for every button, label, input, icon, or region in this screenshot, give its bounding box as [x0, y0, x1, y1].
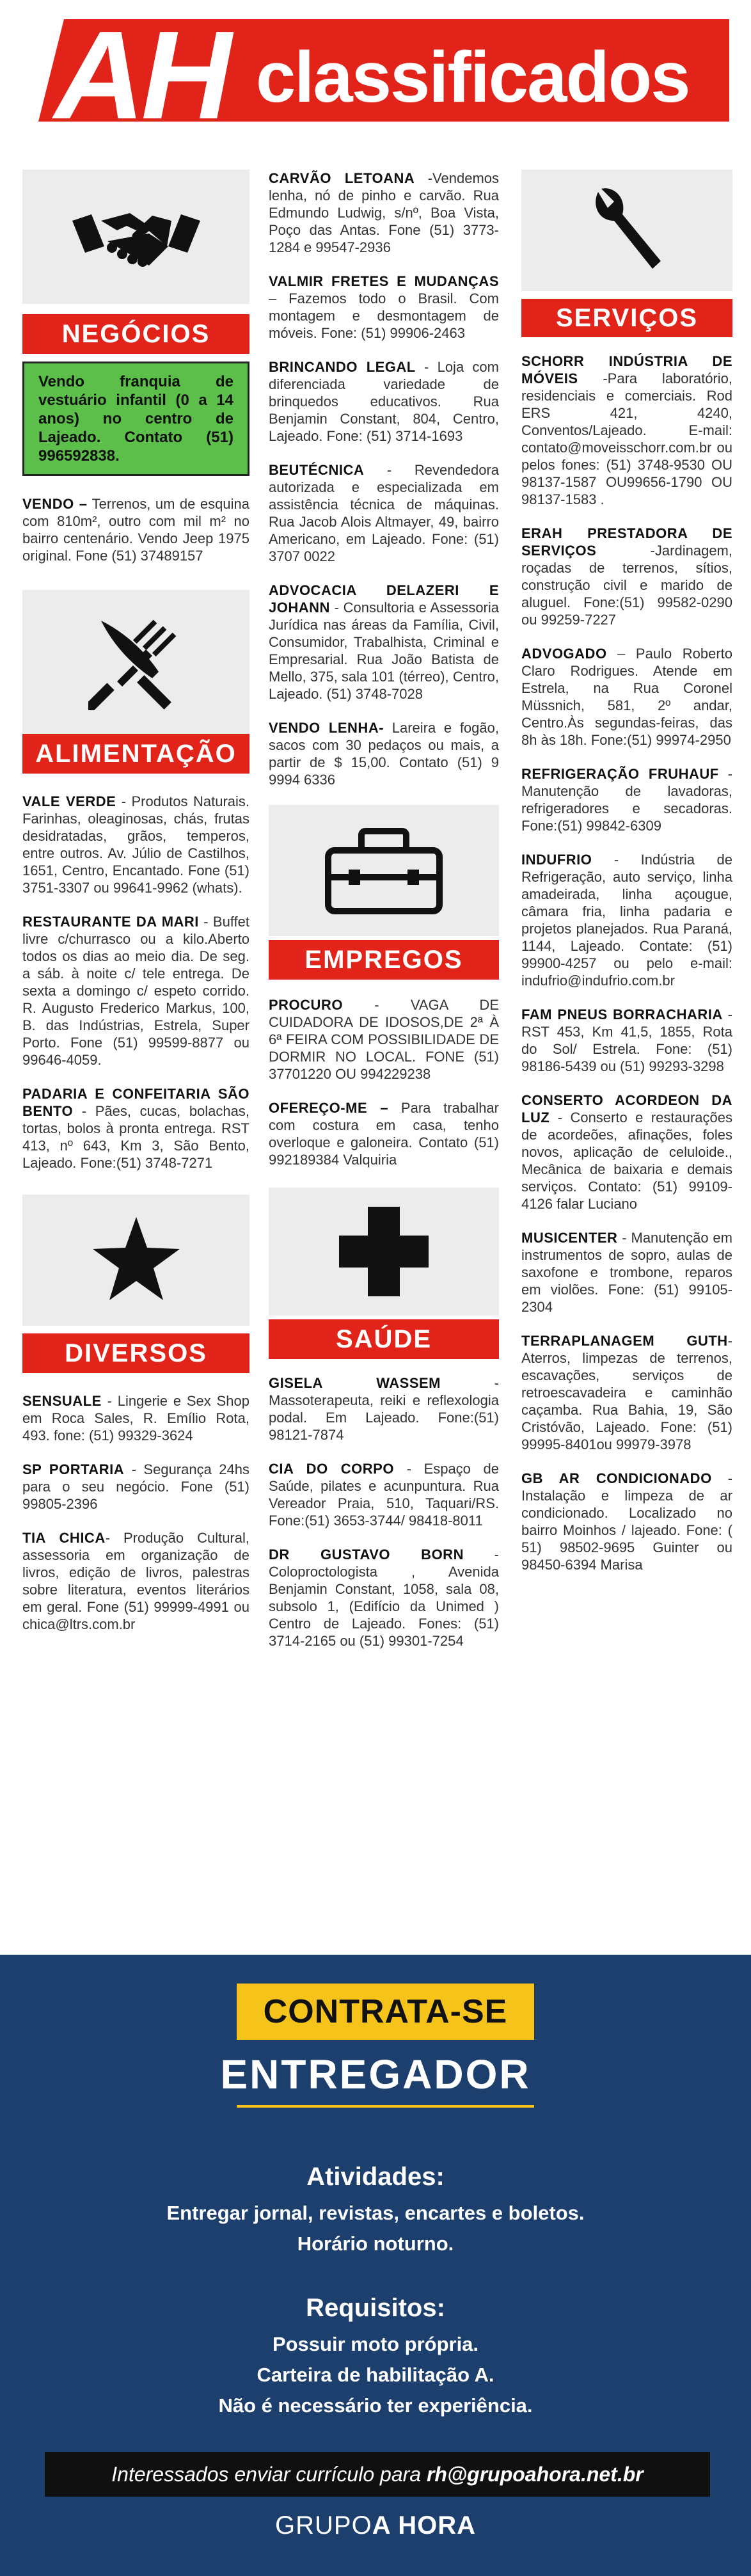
list-item: SCHORR INDÚSTRIA DE MÓVEIS -Para laboratório, residenciais e comerciais. Rod ERS 421, 4240, Conventos/Lajeado. E-mail: contato@moveisschorr.com.br ou pelos fones: (51) 3748-9530 OU 98137-1587 OU99656-1790 OU 98137-1583 .	[521, 353, 732, 507]
list-item: DR GUSTAVO BORN - Coloproctologista , Avenida Benjamin Constant, 1058, sala 08, subsolo 1, (Edifício da Unimed ) Centro de Lajeado. Fones: (51) 3714-2165 ou (51) 99301-7254	[269, 1546, 499, 1649]
list-item: SP PORTARIA - Segurança 24hs para o seu negócio. Fone (51) 99805-2396	[22, 1461, 249, 1512]
requisitos-line: Carteira de habilitação A.	[257, 2364, 494, 2386]
alimentacao-title: ALIMENTAÇÃO	[22, 734, 249, 774]
saude-icon-box	[269, 1188, 499, 1316]
servicos-icon-box	[521, 170, 732, 291]
atividades-title: Atividades:	[306, 2163, 445, 2191]
diversos-icon-box	[22, 1195, 249, 1326]
list-item: INDUFRIO - Indústria de Refrigeração, auto serviço, linha amadeirada, linha açougue, câmara fria, linha padaria e projetos planejados. Rua Paraná, 1144, Lajeado. Contate: (51) 99900-4257 ou pelo e-mail: indufrio@indufrio.com.br	[521, 852, 732, 989]
list-item: GISELA WASSEM - Massoterapeuta, reiki e reflexologia podal. Em Lajeado. Fone:(51) 98121-7874	[269, 1375, 499, 1443]
alimentacao-icon-box	[22, 590, 249, 734]
list-item: CIA DO CORPO - Espaço de Saúde, pilates e acunpuntura. Rua Vereador Praia, 510, Taquari/RS. Fone:(51) 3653-3744/ 98418-8011	[269, 1461, 499, 1529]
diversos-title: DIVERSOS	[22, 1333, 249, 1373]
left-column	[22, 170, 249, 1650]
requisitos-title: Requisitos:	[306, 2294, 445, 2322]
contrata-label: CONTRATA-SE	[237, 1984, 534, 2040]
list-item: OFEREÇO-ME – Para trabalhar com costura em casa, tenho overloque e galoneira. Contato (51) 992189384 Valquiria	[269, 1100, 499, 1168]
atividades-line: Entregar jornal, revistas, encartes e boletos.	[166, 2202, 585, 2224]
right-column	[521, 170, 732, 1590]
list-item: VENDO LENHA- Lareira e fogão, sacos com 30 pedaços ou mais, a partir de $ 15,00. Contato (51) 9 9994 6336	[269, 720, 499, 788]
cross-icon	[336, 1204, 432, 1300]
job-banner	[0, 1955, 751, 2576]
list-item: ADVOGADO – Paulo Roberto Claro Rodrigues. Atende em Estrela, na Rua Coronel Müssnich, 581, 2º andar, Centro.Às segundas-feiras, das 8h às 18h. Fone:(51) 99974-2950	[521, 646, 732, 748]
logo-ah: AH	[54, 5, 228, 145]
list-item: MUSICENTER - Manutenção em instrumentos de sopro, aulas de saxofone e trombone, reparos em violões. Fone: (51) 99105-2304	[521, 1230, 732, 1315]
list-item: BEUTÉCNICA - Revendedora autorizada e especializada em assistência técnica de máquinas. Rua Jacob Alois Altmayer, 49, bairro Americano, em Lajeado. Fone: (51) 3707 0022	[269, 462, 499, 564]
list-item: ERAH PRESTADORA DE SERVIÇOS -Jardinagem, roçadas de terrenos, sítios, construção civil e marido de aluguel. Fone:(51) 99582-0290 ou 99259-7227	[521, 525, 732, 628]
entregador-title: ENTREGADOR	[220, 2051, 531, 2097]
empregos-title: EMPREGOS	[269, 940, 499, 980]
list-item: BRINCANDO LEGAL - Loja com diferenciada variedade de brinquedos educativos. Rua Benjamin Constant, 804, Centro, Lajeado. Fone: (51) 3714-1693	[269, 359, 499, 444]
list-item: CARVÃO LETOANA -Vendemos lenha, nó de pinho e carvão. Rua Edmundo Ludwig, s/nº, Boa Vista, Poço das Antas. Fone (51) 3773-1284 e 99547-2936	[269, 170, 500, 255]
negocios-highlight: Vendo franquia de vestuário infantil (0 a 14 anos) no centro de Lajeado. Contato (51) 996592838.	[22, 362, 249, 476]
list-item: PADARIA E CONFEITARIA SÃO BENTO - Pães, cucas, bolachas, tortas, bolos à pronta entrega. RST 413, nº 643, Km 3, São Bento, Lajeado. Fone:(51) 3748-7271	[22, 1086, 249, 1171]
footer-logo: GRUPOA HORA	[275, 2511, 476, 2540]
empregos-icon-box	[269, 805, 499, 936]
list-item: REFRIGERAÇÃO FRUHAUF - Manutenção de lavadoras, refrigeradores e secadoras. Fone:(51) 99842-6309	[521, 766, 732, 834]
wrench-icon	[592, 186, 662, 275]
list-item: CONSERTO ACORDEON DA LUZ - Conserto e restaurações de acordeões, afinações, foles novos, aplicação de celuloide., Mecânica de baixaria e demais serviços. Contato: (51) 99109-4126 falar Luciano	[521, 1092, 732, 1212]
star-icon	[91, 1217, 181, 1303]
fork-knife-icon	[88, 614, 184, 710]
list-item: RESTAURANTE DA MARI - Buffet livre c/churrasco ou a kilo.Aberto todos os dias ao meio dia. De seg. a sáb. à noite c/ tele entrega. De sexta a domingo c/ espeto corrido. R. Augusto Frederico Markus, 100, B. das Indústrias, Estrela, Super Porto. Fone (51) 99599-8877 ou 99646-4059.	[22, 914, 249, 1068]
header	[0, 0, 751, 147]
requisitos-line: Possuir moto própria.	[272, 2333, 479, 2355]
list-item: VENDO – Terrenos, um de esquina com 810m², outro com mil m² no bairro centenário. Vendo Jeep 1975 original. Fone (51) 37489157	[22, 496, 249, 564]
list-item: GB AR CONDICIONADO - Instalação e limpeza de ar condicionado. Localizado no bairro Moinhos / lajeado. Fone: ( 51) 98502-9695 Guinter ou 98450-6394 Marisa	[521, 1470, 732, 1573]
list-item: ADVOCACIA DELAZERI E JOHANN - Consultoria e Assessoria Jurídica nas áreas da Família, Civil, Consumidor, Trabalhista, Criminal e Empresarial. Rua João Batista de Mello, 375, sala 101 (térreo), Centro, Lajeado. (51) 3748-7028	[269, 582, 499, 702]
list-item: VALMIR FRETES E MUDANÇAS – Fazemos todo o Brasil. Com montagem e desmontagem de móveis. Fone: (51) 99906-2463	[269, 273, 499, 341]
middle-column	[269, 170, 499, 1666]
handshake-icon	[72, 202, 200, 272]
list-item: VALE VERDE - Produtos Naturais. Farinhas, oleaginosas, chás, frutas desidratadas, grãos, temperos, entre outros. Av. Júlio de Castilhos, 1651, Centro, Encantado. Fone (51) 3751-3307 ou 99641-9962 (whats).	[22, 793, 250, 896]
list-item: SENSUALE - Lingerie e Sex Shop em Roca Sales, R. Emílio Rota, 493. fone: (51) 99329-3624	[22, 1393, 249, 1443]
list-item: TIA CHICA- Produção Cultural, assessoria em organização de livros, edição de livros, palestras sobre literatura, eventos literários em geral. Fone (51) 99999-4991 ou chica@ltrs.com.br	[22, 1530, 249, 1632]
requisitos-line: Não é necessário ter experiência.	[218, 2394, 533, 2417]
atividades-line: Horário noturno.	[297, 2232, 454, 2255]
contact-email[interactable]: rh@grupoahora.net.br	[426, 2463, 644, 2486]
list-item: PROCURO - VAGA DE CUIDADORA DE IDOSOS,DE 2ª À 6ª FEIRA COM POSSIBILIDADE DE DORMIR NO LOCAL. FONE (51) 37701220 OU 994229238	[269, 997, 499, 1082]
logo-classificados: classificados	[256, 37, 690, 117]
divider	[237, 2105, 534, 2108]
toolbox-icon	[323, 826, 445, 916]
saude-title: SAÚDE	[269, 1319, 499, 1359]
list-item: TERRAPLANAGEM GUTH- Aterros, limpezas de terrenos, escavações, serviços de retroescavadeira e caminhão caçamba. Rua Bahia, 19, São Cristóvão, Lajeado. Fone: (51) 99995-8401ou 99979-3978	[521, 1333, 732, 1452]
list-item: FAM PNEUS BORRACHARIA - RST 453, Km 41,5, 1855, Rota do Sol/ Estrela. Fone: (51) 98186-5439 ou (51) 99293-3298	[521, 1006, 732, 1074]
contact-bar: Interessados enviar currículo para rh@grupoahora.net.br	[45, 2452, 710, 2497]
negocios-title: NEGÓCIOS	[22, 314, 249, 354]
servicos-title: SERVIÇOS	[521, 299, 732, 337]
negocios-icon-box	[22, 170, 249, 304]
